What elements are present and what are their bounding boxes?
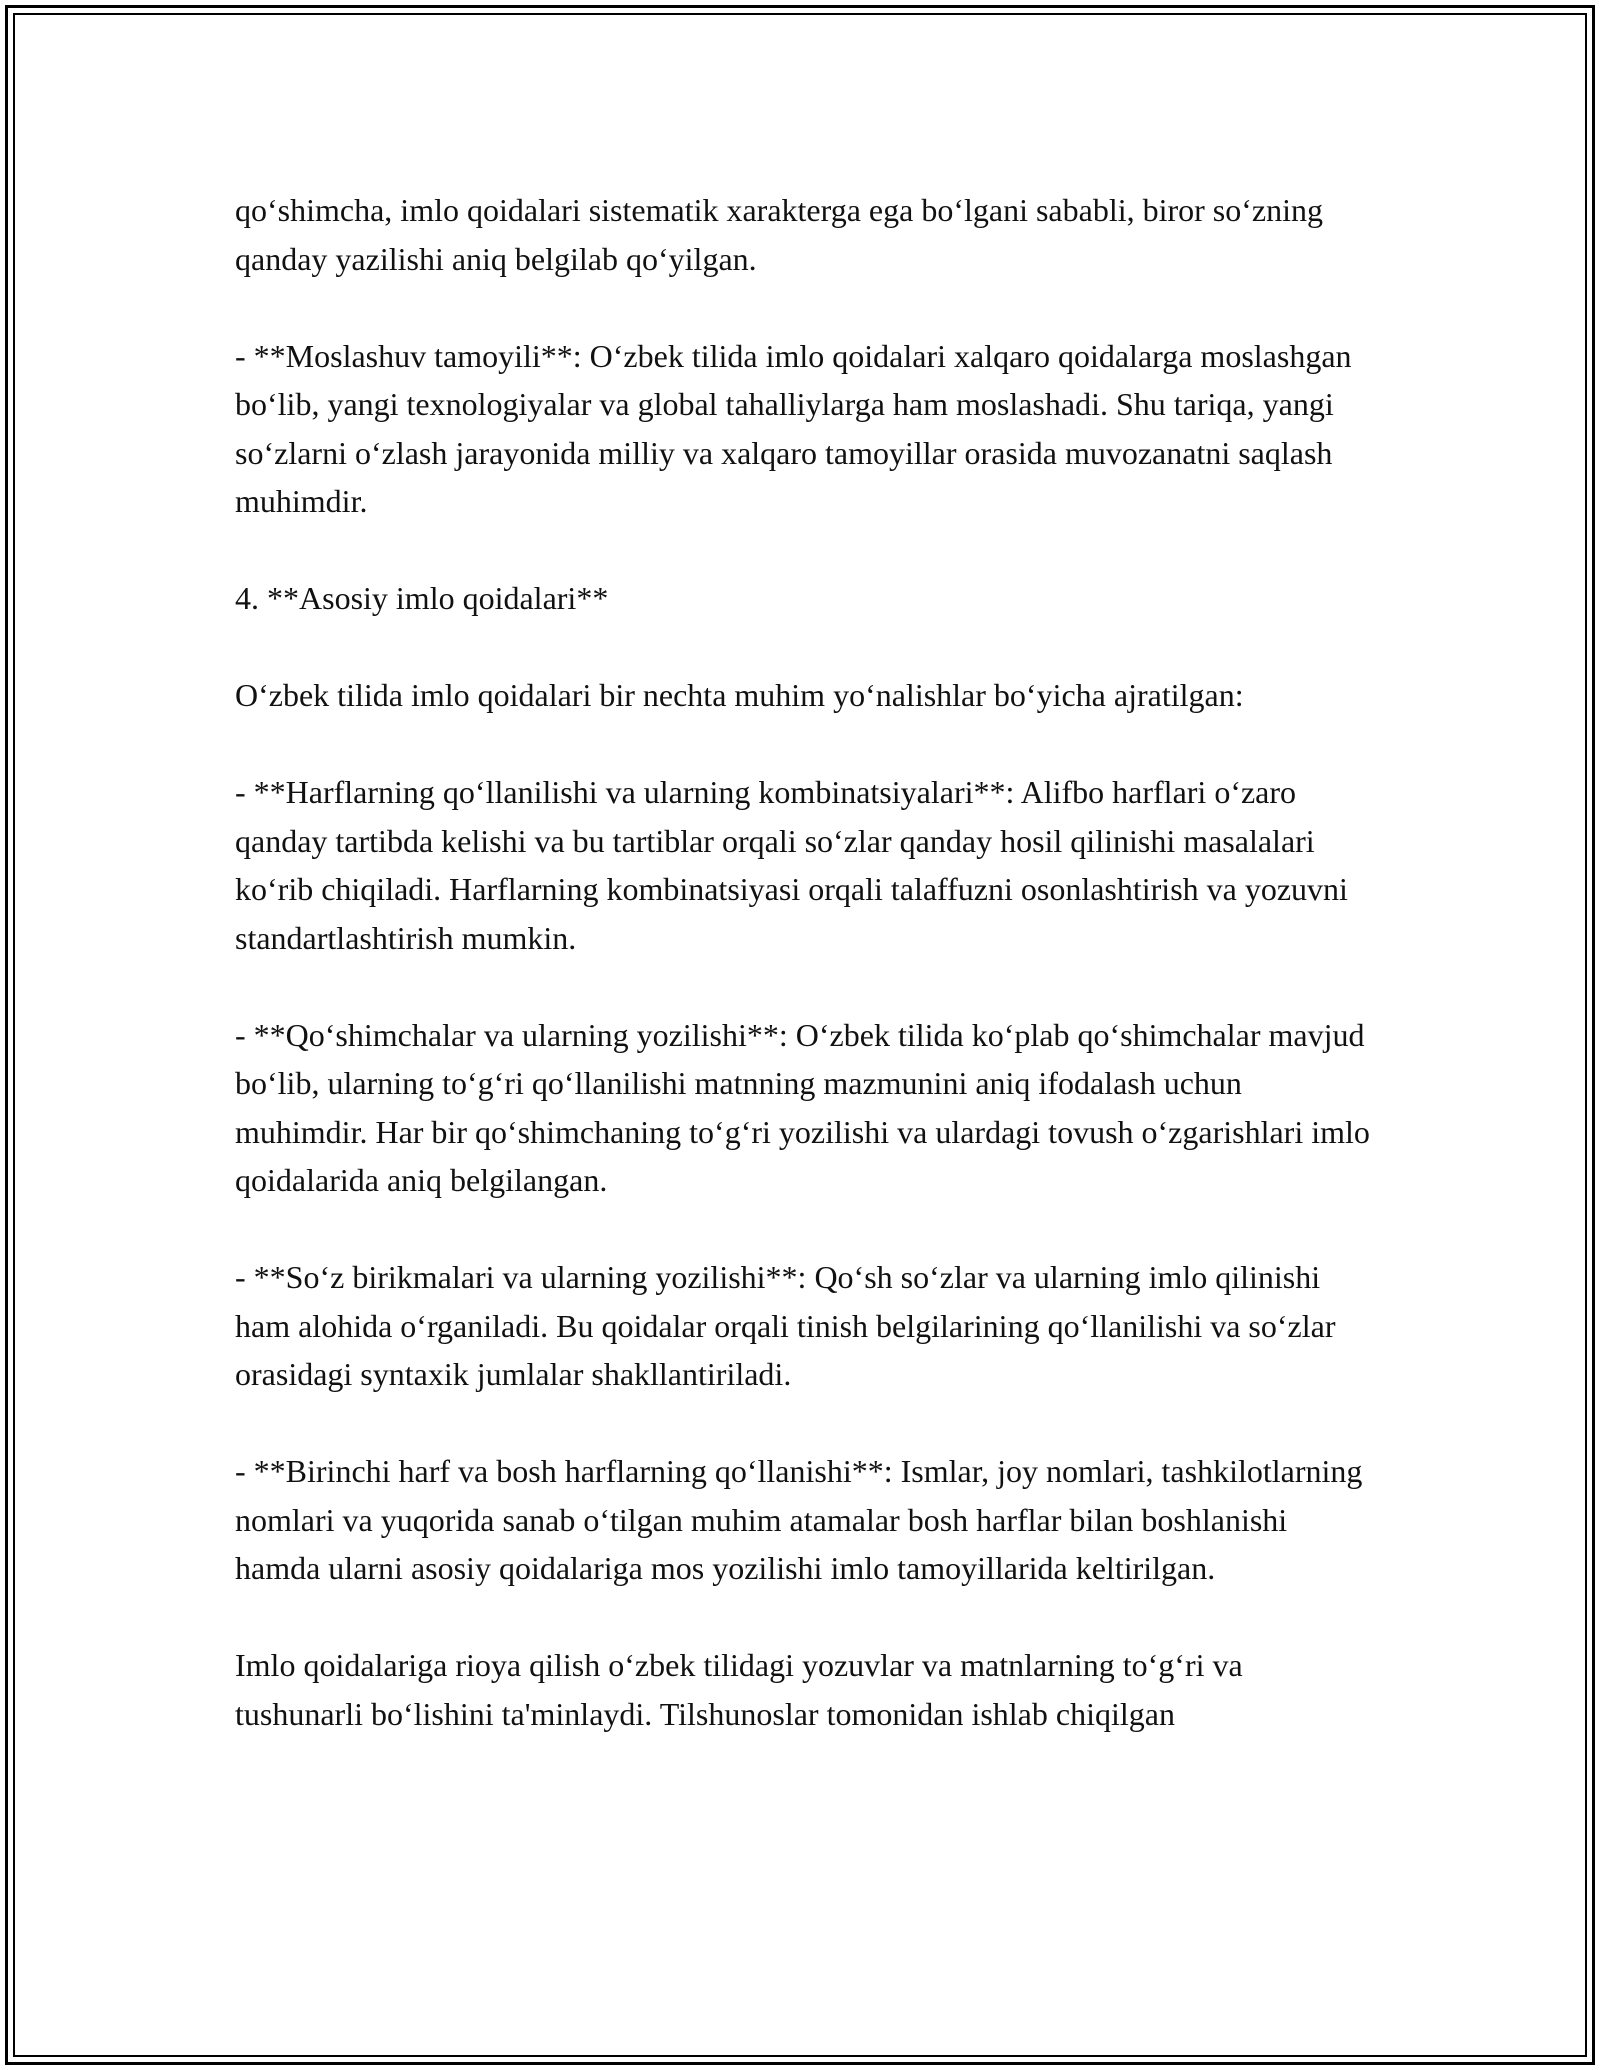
paragraph-harflarning-qollanilishi: - **Harflarning qo‘llanilishi va ularning kombinatsiyalari**: Alifbo harflari o‘zaro qanday tartibda kelishi va bu tartiblar orqali so‘zlar qanday hosil qilinishi masalalari ko‘rib chiqiladi. Harflarning kombinatsiyasi orqali talaffuzni osonlashtirish va yozuvni standartlashtirish mumkin. [235, 774, 1348, 956]
paragraph-intro: O‘zbek tilida imlo qoidalari bir nechta muhim yo‘nalishlar bo‘yicha ajratilgan: [235, 677, 1244, 713]
paragraph-continuation: qo‘shimcha, imlo qoidalari sistematik xarakterga ega bo‘lgani sababli, biror so‘zning qanday yazilishi aniq belgilab qo‘yilgan. [235, 192, 1323, 277]
paragraph-conclusion: Imlo qoidalariga rioya qilish o‘zbek tilidagi yozuvlar va matnlarning to‘g‘ri va tushunarli bo‘lishini ta'minlaydi. Tilshunoslar tomonidan ishlab chiqilgan [235, 1647, 1243, 1732]
paragraph-soz-birikmalari: - **So‘z birikmalari va ularning yozilishi**: Qo‘sh so‘zlar va ularning imlo qilinishi ham alohida o‘rganiladi. Bu qoidalar orqali tinish belgilarining qo‘llanilishi va so‘zlar orasidagi syntaxik jumlalar shakllantiriladi. [235, 1259, 1336, 1392]
paragraph-moslashuv-tamoyili: - **Moslashuv tamoyili**: O‘zbek tilida imlo qoidalari xalqaro qoidalarga moslashgan bo‘lib, yangi texnologiyalar va global tahalliylarga ham moslashadi. Shu tariqa, yangi so‘zlarni o‘zlash jarayonida milliy va xalqaro tamoyillar orasida muvozanatni saqlash muhimdir. [235, 337, 1352, 519]
document-body [235, 186, 1370, 1738]
section-heading-asosiy-imlo-qoidalari: 4. **Asosiy imlo qoidalari** [235, 580, 609, 616]
paragraph-birinchi-harf: - **Birinchi harf va bosh harflarning qo‘llanishi**: Ismlar, joy nomlari, tashkilotlarning nomlari va yuqorida sanab o‘tilgan muhim atamalar bosh harflar bilan boshlanishi hamda ularni asosiy qoidalariga mos yozilishi imlo tamoyillarida keltirilgan. [235, 1453, 1363, 1586]
paragraph-qoshimchalar: - **Qo‘shimchalar va ularning yozilishi**: O‘zbek tilida ko‘plab qo‘shimchalar mavjud bo‘lib, ularning to‘g‘ri qo‘llanilishi matnning mazmunini aniq ifodalash uchun muhimdir. Har bir qo‘shimchaning to‘g‘ri yozilishi va ulardagi tovush o‘zgarishlari imlo qoidalarida aniq belgilangan. [235, 1016, 1370, 1198]
